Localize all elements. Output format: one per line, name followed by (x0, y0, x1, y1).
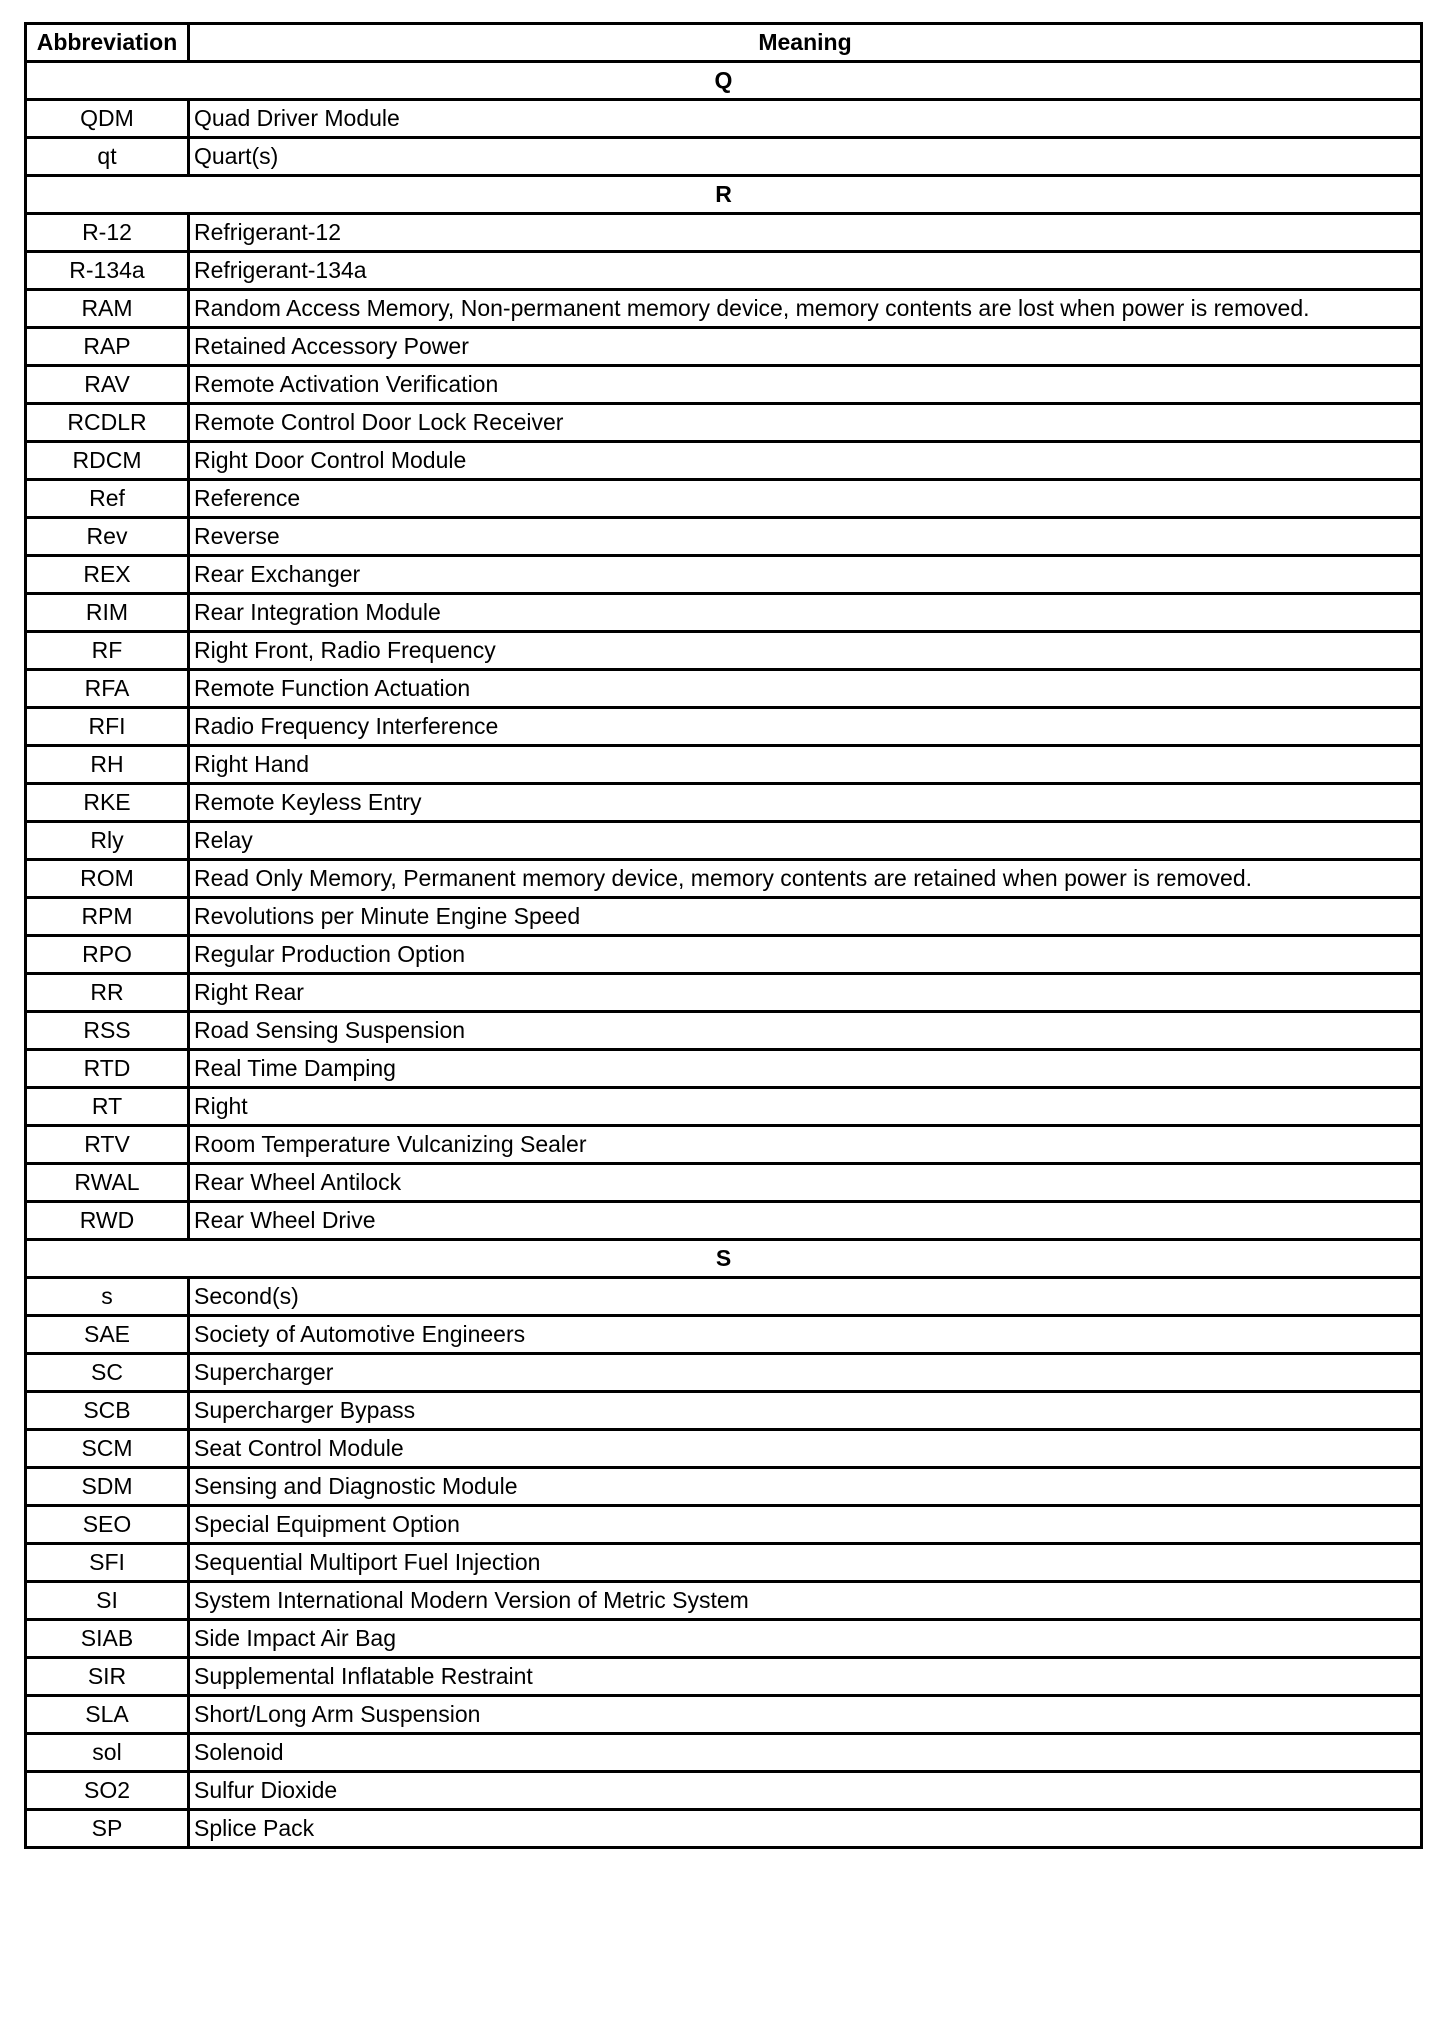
table-row (26, 936, 1422, 974)
abbreviation-cell: RFA (26, 670, 189, 708)
table-row (26, 1620, 1422, 1658)
meaning-cell: Rear Wheel Drive (189, 1202, 1422, 1240)
abbreviation-cell: SIR (26, 1658, 189, 1696)
table-row (26, 404, 1422, 442)
abbreviation-cell: s (26, 1278, 189, 1316)
header-row (26, 24, 1422, 62)
meaning-cell: Right Rear (189, 974, 1422, 1012)
meaning-cell: Quad Driver Module (189, 100, 1422, 138)
meaning-cell: Supercharger (189, 1354, 1422, 1392)
abbreviation-cell: RCDLR (26, 404, 189, 442)
section-letter: S (26, 1240, 1422, 1278)
table-row (26, 1696, 1422, 1734)
abbreviation-cell: RPM (26, 898, 189, 936)
abbreviation-cell: REX (26, 556, 189, 594)
table-row (26, 1392, 1422, 1430)
table-row (26, 708, 1422, 746)
section-letter: Q (26, 62, 1422, 100)
table-row (26, 1354, 1422, 1392)
meaning-cell: Rear Wheel Antilock (189, 1164, 1422, 1202)
abbreviation-cell: SFI (26, 1544, 189, 1582)
abbreviation-cell: SO2 (26, 1772, 189, 1810)
meaning-cell: Splice Pack (189, 1810, 1422, 1848)
abbreviation-cell: RR (26, 974, 189, 1012)
abbreviation-cell: RH (26, 746, 189, 784)
table-row (26, 1582, 1422, 1620)
table-row (26, 328, 1422, 366)
abbreviation-cell: RT (26, 1088, 189, 1126)
table-row (26, 1126, 1422, 1164)
abbreviation-cell: RIM (26, 594, 189, 632)
meaning-cell: Quart(s) (189, 138, 1422, 176)
abbreviation-cell: RWD (26, 1202, 189, 1240)
table-row (26, 1468, 1422, 1506)
meaning-cell: Sensing and Diagnostic Module (189, 1468, 1422, 1506)
section-row (26, 1240, 1422, 1278)
table-row (26, 1012, 1422, 1050)
abbreviation-cell: RAP (26, 328, 189, 366)
table-row (26, 1088, 1422, 1126)
table-row (26, 252, 1422, 290)
abbreviation-cell: QDM (26, 100, 189, 138)
abbreviation-cell: SCM (26, 1430, 189, 1468)
table-row (26, 1050, 1422, 1088)
abbreviation-cell: RWAL (26, 1164, 189, 1202)
table-row (26, 1316, 1422, 1354)
abbreviation-cell: SIAB (26, 1620, 189, 1658)
abbreviation-cell: RF (26, 632, 189, 670)
table-row (26, 822, 1422, 860)
meaning-column-header: Meaning (189, 24, 1422, 62)
meaning-cell: Supercharger Bypass (189, 1392, 1422, 1430)
meaning-cell: Short/Long Arm Suspension (189, 1696, 1422, 1734)
abbreviation-column-header: Abbreviation (26, 24, 189, 62)
meaning-cell: Sulfur Dioxide (189, 1772, 1422, 1810)
meaning-cell: Society of Automotive Engineers (189, 1316, 1422, 1354)
table-row (26, 214, 1422, 252)
abbreviation-cell: R-134a (26, 252, 189, 290)
table-row (26, 290, 1422, 328)
abbreviation-cell: RAV (26, 366, 189, 404)
abbreviation-cell: Rly (26, 822, 189, 860)
abbreviation-cell: Rev (26, 518, 189, 556)
abbreviation-cell: SC (26, 1354, 189, 1392)
abbreviation-cell: RPO (26, 936, 189, 974)
table-row (26, 898, 1422, 936)
abbreviation-cell: qt (26, 138, 189, 176)
table-row (26, 366, 1422, 404)
abbreviation-cell: SI (26, 1582, 189, 1620)
meaning-cell: Refrigerant-12 (189, 214, 1422, 252)
abbreviation-cell: Ref (26, 480, 189, 518)
meaning-cell: Right Front, Radio Frequency (189, 632, 1422, 670)
table-row (26, 1734, 1422, 1772)
meaning-cell: Right Hand (189, 746, 1422, 784)
meaning-cell: Regular Production Option (189, 936, 1422, 974)
abbreviation-cell: sol (26, 1734, 189, 1772)
abbreviation-cell: RTD (26, 1050, 189, 1088)
abbreviation-cell: SCB (26, 1392, 189, 1430)
meaning-cell: Refrigerant-134a (189, 252, 1422, 290)
meaning-cell: Random Access Memory, Non-permanent memory device, memory contents are lost when power is removed. (189, 290, 1422, 328)
meaning-cell: Read Only Memory, Permanent memory device, memory contents are retained when power is removed. (189, 860, 1422, 898)
table-row (26, 442, 1422, 480)
table-row (26, 860, 1422, 898)
meaning-cell: System International Modern Version of Metric System (189, 1582, 1422, 1620)
section-row (26, 62, 1422, 100)
meaning-cell: Supplemental Inflatable Restraint (189, 1658, 1422, 1696)
meaning-cell: Sequential Multiport Fuel Injection (189, 1544, 1422, 1582)
meaning-cell: Reference (189, 480, 1422, 518)
table-row (26, 556, 1422, 594)
table-row (26, 1430, 1422, 1468)
table-row (26, 518, 1422, 556)
abbreviation-cell: SLA (26, 1696, 189, 1734)
meaning-cell: Right Door Control Module (189, 442, 1422, 480)
table-row (26, 594, 1422, 632)
abbreviation-cell: SAE (26, 1316, 189, 1354)
table-row (26, 1658, 1422, 1696)
meaning-cell: Revolutions per Minute Engine Speed (189, 898, 1422, 936)
table-row (26, 1772, 1422, 1810)
section-row (26, 176, 1422, 214)
abbreviation-cell: RKE (26, 784, 189, 822)
abbreviation-cell: SEO (26, 1506, 189, 1544)
table-row (26, 1164, 1422, 1202)
table-row (26, 1278, 1422, 1316)
meaning-cell: Rear Integration Module (189, 594, 1422, 632)
abbreviation-cell: RFI (26, 708, 189, 746)
abbreviation-cell: RTV (26, 1126, 189, 1164)
meaning-cell: Remote Function Actuation (189, 670, 1422, 708)
meaning-cell: Right (189, 1088, 1422, 1126)
table-row (26, 1544, 1422, 1582)
meaning-cell: Special Equipment Option (189, 1506, 1422, 1544)
table-row (26, 974, 1422, 1012)
meaning-cell: Remote Keyless Entry (189, 784, 1422, 822)
meaning-cell: Road Sensing Suspension (189, 1012, 1422, 1050)
abbreviation-cell: RDCM (26, 442, 189, 480)
table-row (26, 746, 1422, 784)
table-row (26, 480, 1422, 518)
table-row (26, 632, 1422, 670)
abbreviation-cell: RAM (26, 290, 189, 328)
abbreviation-table (24, 22, 1423, 1849)
meaning-cell: Rear Exchanger (189, 556, 1422, 594)
abbreviation-cell: R-12 (26, 214, 189, 252)
table-row (26, 100, 1422, 138)
meaning-cell: Retained Accessory Power (189, 328, 1422, 366)
meaning-cell: Radio Frequency Interference (189, 708, 1422, 746)
section-letter: R (26, 176, 1422, 214)
meaning-cell: Remote Activation Verification (189, 366, 1422, 404)
abbreviation-cell: RSS (26, 1012, 189, 1050)
meaning-cell: Real Time Damping (189, 1050, 1422, 1088)
meaning-cell: Remote Control Door Lock Receiver (189, 404, 1422, 442)
abbreviation-cell: SP (26, 1810, 189, 1848)
abbreviation-cell: ROM (26, 860, 189, 898)
abbreviation-cell: SDM (26, 1468, 189, 1506)
meaning-cell: Side Impact Air Bag (189, 1620, 1422, 1658)
meaning-cell: Reverse (189, 518, 1422, 556)
meaning-cell: Seat Control Module (189, 1430, 1422, 1468)
meaning-cell: Relay (189, 822, 1422, 860)
table-row (26, 138, 1422, 176)
table-row (26, 1506, 1422, 1544)
table-row (26, 1810, 1422, 1848)
meaning-cell: Room Temperature Vulcanizing Sealer (189, 1126, 1422, 1164)
table-row (26, 670, 1422, 708)
table-body (26, 62, 1422, 1848)
table-row (26, 1202, 1422, 1240)
meaning-cell: Second(s) (189, 1278, 1422, 1316)
meaning-cell: Solenoid (189, 1734, 1422, 1772)
table-row (26, 784, 1422, 822)
